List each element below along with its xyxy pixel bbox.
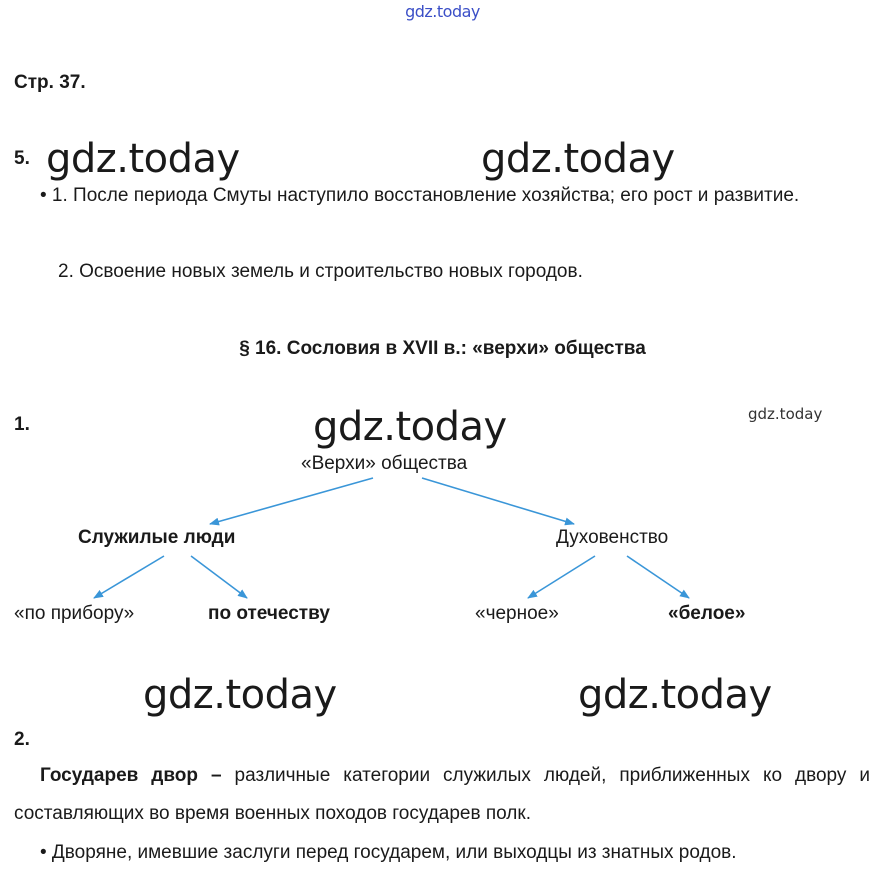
watermark-section5-right: gdz.today [481,136,675,182]
diagram-node-servicemen: Служилые люди [78,527,236,548]
task-1-number: 1. [14,414,30,435]
arrow-servicemen-to-pribor [94,556,164,598]
watermark-bottom-right: gdz.today [578,672,772,718]
diagram-node-po-otechestvu: по отечеству [208,603,330,624]
section-5-item-2: 2. Освоение новых земель и строительство новых городов. [58,261,583,282]
watermark-bottom-left: gdz.today [143,672,337,718]
section-5-item-1: • 1. После периода Смуты наступило восстановление хозяйства; его рост и развитие. [40,185,800,206]
diagram-root: «Верхи» общества [301,453,468,474]
arrow-servicemen-to-otechestvo [191,556,247,598]
diagram-node-white-clergy: «белое» [668,603,746,624]
task-2-term: Государев двор – [40,765,222,786]
diagram-node-po-priboru: «по прибору» [14,603,135,624]
paragraph-title: § 16. Сословия в XVII в.: «верхи» общества [239,338,646,359]
watermark-diagram-small: gdz.today [748,405,823,423]
task-2-bullet-1: • Дворяне, имевшие заслуги перед государем, или выходцы из знатных родов. [40,842,737,863]
task-2-definition-text: различные категории служилых людей, приближенных ко двору и составляющих во время военных походов государев полк. [14,765,870,824]
arrow-clergy-to-white [627,556,689,598]
page-heading: Стр. 37. [14,72,86,93]
watermark-diagram-center: gdz.today [313,404,507,450]
arrow-root-to-clergy [422,478,574,524]
watermark-top: gdz.today [405,2,480,21]
arrow-root-to-servicemen [210,478,373,524]
watermark-section5-left: gdz.today [46,136,240,182]
task-2-definition [14,757,870,833]
diagram-node-clergy: Духовенство [556,527,669,548]
diagram-node-black-clergy: «черное» [475,603,559,624]
section-5-number: 5. [14,148,30,169]
arrow-clergy-to-black [528,556,595,598]
task-2-number: 2. [14,729,30,750]
